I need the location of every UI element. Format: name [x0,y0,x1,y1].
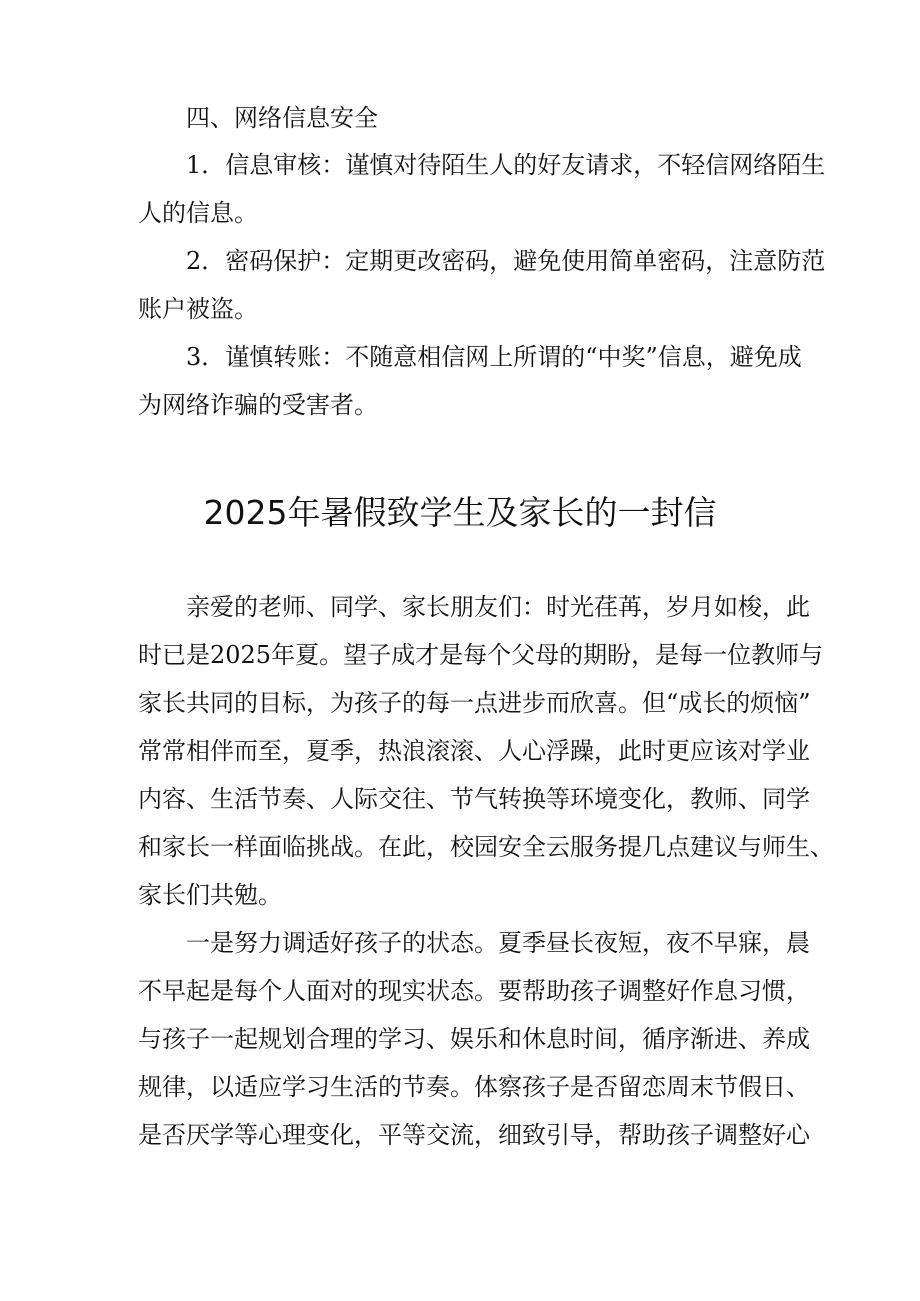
paragraph-1-line-5: 内容、生活节奏、人际交往、节气转换等环境变化，教师、同学 [138,785,810,813]
paragraph-2-line-1: 一是努力调适好孩子的状态。夏季昼长夜短，夜不早寐，晨 [186,929,810,957]
item-2-line-1: 2．密码保护：定期更改密码，避免使用简单密码，注意防范 [186,247,826,275]
paragraph-1-line-7: 家长们共勉。 [138,881,282,909]
paragraph-1-line-6: 和家长一样面临挑战。在此，校园安全云服务提几点建议与师生、 [138,833,834,861]
section-heading: 四、网络信息安全 [186,104,378,132]
paragraph-1-line-2: 时已是2025年夏。望子成才是每个父母的期盼，是每一位教师与 [138,641,824,669]
paragraph-2-line-5: 是否厌学等心理变化，平等交流，细致引导，帮助孩子调整好心 [138,1121,810,1149]
paragraph-2-line-2: 不早起是每个人面对的现实状态。要帮助孩子调整好作息习惯， [138,977,810,1005]
item-1-line-1: 1．信息审核：谨慎对待陌生人的好友请求，不轻信网络陌生 [186,151,826,179]
letter-title: 2025年暑假致学生及家长的一封信 [203,493,717,532]
paragraph-1-line-1: 亲爱的老师、同学、家长朋友们：时光荏苒，岁月如梭，此 [186,593,810,621]
item-3-line-1: 3．谨慎转账：不随意相信网上所谓的“中奖”信息，避免成 [186,343,802,371]
item-2-line-2: 账户被盗。 [138,295,258,323]
item-3-line-2: 为网络诈骗的受害者。 [138,391,378,419]
paragraph-1-line-4: 常常相伴而至，夏季，热浪滚滚、人心浮躁，此时更应该对学业 [138,737,810,765]
paragraph-1-line-3: 家长共同的目标，为孩子的每一点进步而欣喜。但“成长的烦恼” [138,689,811,717]
paragraph-2-line-3: 与孩子一起规划合理的学习、娱乐和休息时间，循序渐进、养成 [138,1025,810,1053]
item-1-line-2: 人的信息。 [138,199,258,227]
paragraph-2-line-4: 规律，以适应学习生活的节奏。体察孩子是否留恋周末节假日、 [138,1073,810,1101]
